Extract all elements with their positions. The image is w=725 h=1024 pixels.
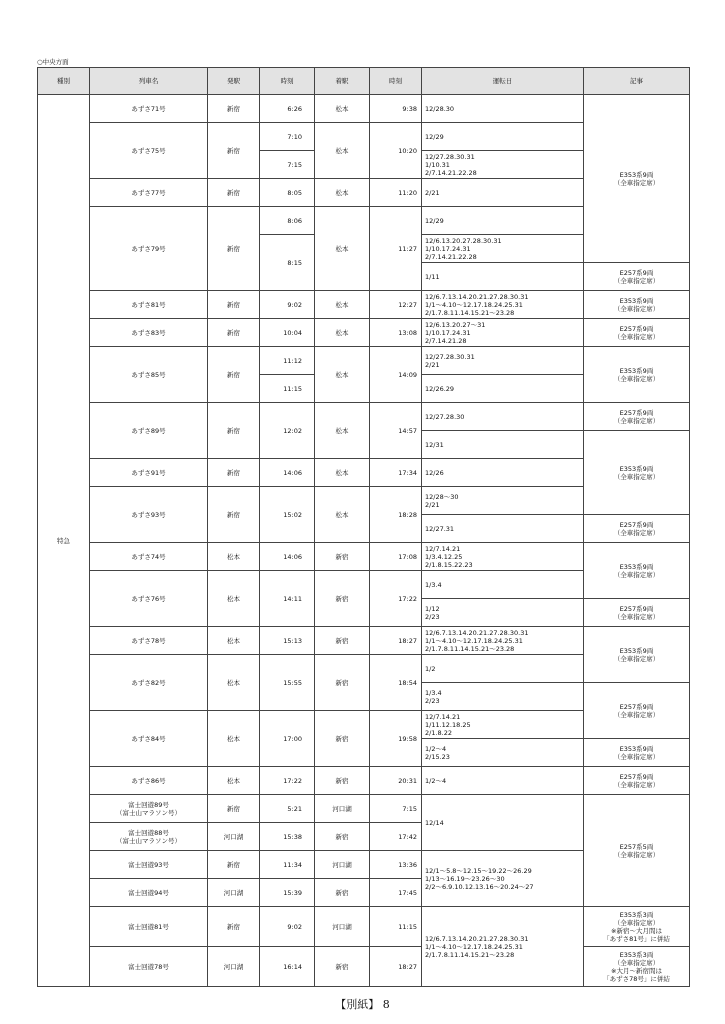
from-station: 新宿 xyxy=(208,459,260,487)
dep-time: 14:06 xyxy=(260,459,315,487)
header-arr: 時刻 xyxy=(370,68,422,95)
from-station: 新宿 xyxy=(208,795,260,823)
to-station: 新宿 xyxy=(315,767,370,795)
to-station: 松本 xyxy=(315,179,370,207)
train-name: あずさ75号 xyxy=(90,123,208,179)
train-name: あずさ89号 xyxy=(90,403,208,459)
page-footer: 【別紙】 8 xyxy=(335,998,390,1011)
note-cell: E353系3両 （全車指定席） ※新宿～大月間は 「あずさ81号」に併結 xyxy=(584,907,690,947)
train-name: 富士回遊89号 （富士山マラソン号） xyxy=(90,795,208,823)
arr-time: 13:08 xyxy=(370,319,422,347)
train-name: あずさ74号 xyxy=(90,543,208,571)
to-station: 松本 xyxy=(315,459,370,487)
days-cell: 12/6.7.13.14.20.21.27.28.30.31 1/1～4.10～12.17.18.24.25.31 2/1.7.8.11.14.15.21～23.28 xyxy=(422,627,584,655)
train-name: あずさ85号 xyxy=(90,347,208,403)
arr-time: 12:27 xyxy=(370,291,422,319)
days-cell: 12/27.28.30.31 2/21 xyxy=(422,347,584,375)
arr-time: 10:20 xyxy=(370,123,422,179)
to-station: 河口湖 xyxy=(315,851,370,879)
days-cell: 1/11 xyxy=(422,263,584,291)
train-name: あずさ84号 xyxy=(90,711,208,767)
to-station: 新宿 xyxy=(315,571,370,627)
note-cell: E257系9両 （全車指定席） xyxy=(584,403,690,431)
days-cell: 12/29 xyxy=(422,207,584,235)
dep-time: 11:12 xyxy=(260,347,315,375)
days-cell: 12/29 xyxy=(422,123,584,151)
note-cell: E353系9両 （全車指定席） xyxy=(584,543,690,599)
to-station: 河口湖 xyxy=(315,907,370,947)
note-cell: E257系9両 （全車指定席） xyxy=(584,515,690,543)
days-cell: 12/6.7.13.14.20.21.27.28.30.31 1/1～4.10～12.17.18.24.25.31 2/1.7.8.11.14.15.21～23.28 xyxy=(422,907,584,987)
arr-time: 11:15 xyxy=(370,907,422,947)
to-station: 新宿 xyxy=(315,655,370,711)
from-station: 松本 xyxy=(208,655,260,711)
dep-time: 14:06 xyxy=(260,543,315,571)
days-cell: 1/2～4 xyxy=(422,767,584,795)
train-name: 富士回遊78号 xyxy=(90,947,208,987)
to-station: 新宿 xyxy=(315,823,370,851)
to-station: 松本 xyxy=(315,403,370,459)
header-type: 種別 xyxy=(38,68,90,95)
arr-time: 18:54 xyxy=(370,655,422,711)
dep-time: 6:26 xyxy=(260,95,315,123)
dep-time: 8:05 xyxy=(260,179,315,207)
from-station: 松本 xyxy=(208,711,260,767)
to-station: 河口湖 xyxy=(315,795,370,823)
note-cell: E353系9両 （全車指定席） xyxy=(584,347,690,403)
train-name: あずさ78号 xyxy=(90,627,208,655)
arr-time: 18:27 xyxy=(370,627,422,655)
to-station: 新宿 xyxy=(315,879,370,907)
from-station: 新宿 xyxy=(208,319,260,347)
days-cell: 1/2 xyxy=(422,655,584,683)
train-name: あずさ86号 xyxy=(90,767,208,795)
table-row xyxy=(38,907,690,947)
train-name: あずさ82号 xyxy=(90,655,208,711)
from-station: 松本 xyxy=(208,543,260,571)
note-cell: E257系9両 （全車指定席） xyxy=(584,683,690,739)
days-cell: 12/28～30 2/21 xyxy=(422,487,584,515)
from-station: 河口湖 xyxy=(208,879,260,907)
to-station: 新宿 xyxy=(315,947,370,987)
note-cell: E353系9両 （全車指定席） xyxy=(584,627,690,683)
from-station: 松本 xyxy=(208,627,260,655)
dep-time: 8:15 xyxy=(260,235,315,291)
to-station: 松本 xyxy=(315,95,370,123)
days-cell: 12/14 xyxy=(422,795,584,851)
table-row xyxy=(38,767,690,795)
arr-time: 17:34 xyxy=(370,459,422,487)
train-name: あずさ81号 xyxy=(90,291,208,319)
dep-time: 15:02 xyxy=(260,487,315,543)
arr-time: 17:22 xyxy=(370,571,422,627)
to-station: 新宿 xyxy=(315,543,370,571)
arr-time: 17:08 xyxy=(370,543,422,571)
dep-time: 12:02 xyxy=(260,403,315,459)
table-row xyxy=(38,291,690,319)
note-cell: E257系9両 （全車指定席） xyxy=(584,767,690,795)
from-station: 新宿 xyxy=(208,207,260,291)
to-station: 松本 xyxy=(315,123,370,179)
to-station: 松本 xyxy=(315,319,370,347)
table-row xyxy=(38,319,690,347)
dep-time: 17:00 xyxy=(260,711,315,767)
days-cell: 2/21 xyxy=(422,179,584,207)
header-dep: 時刻 xyxy=(260,68,315,95)
table-row xyxy=(38,403,690,431)
note-cell: E353系9両 （全車指定席） xyxy=(584,431,690,515)
dep-time: 9:02 xyxy=(260,291,315,319)
note-cell: E353系9両 （全車指定席） xyxy=(584,739,690,767)
dep-time: 8:06 xyxy=(260,207,315,235)
note-cell: E257系9両 （全車指定席） xyxy=(584,599,690,627)
note-cell: E353系9両 （全車指定席） xyxy=(584,291,690,319)
train-name: あずさ93号 xyxy=(90,487,208,543)
from-station: 新宿 xyxy=(208,347,260,403)
train-name: あずさ83号 xyxy=(90,319,208,347)
from-station: 新宿 xyxy=(208,907,260,947)
table-row xyxy=(38,795,690,823)
arr-time: 19:58 xyxy=(370,711,422,767)
from-station: 新宿 xyxy=(208,179,260,207)
from-station: 新宿 xyxy=(208,95,260,123)
from-station: 河口湖 xyxy=(208,823,260,851)
dep-time: 16:14 xyxy=(260,947,315,987)
table-row xyxy=(38,95,690,123)
train-name: あずさ76号 xyxy=(90,571,208,627)
days-cell: 12/28.30 xyxy=(422,95,584,123)
arr-time: 18:28 xyxy=(370,487,422,543)
table-row xyxy=(38,947,690,987)
train-name: 富士回遊81号 xyxy=(90,907,208,947)
days-cell: 12/31 xyxy=(422,431,584,459)
arr-time: 7:15 xyxy=(370,795,422,823)
train-name: 富士回遊88号 （富士山マラソン号） xyxy=(90,823,208,851)
header-from: 発駅 xyxy=(208,68,260,95)
dep-time: 10:04 xyxy=(260,319,315,347)
to-station: 新宿 xyxy=(315,627,370,655)
days-cell: 1/12 2/23 xyxy=(422,599,584,627)
arr-time: 17:45 xyxy=(370,879,422,907)
table-row xyxy=(38,543,690,571)
arr-time: 20:31 xyxy=(370,767,422,795)
header-train: 列車名 xyxy=(90,68,208,95)
days-cell: 1/3.4 xyxy=(422,571,584,599)
days-cell: 12/27.28.30 xyxy=(422,403,584,431)
train-name: あずさ91号 xyxy=(90,459,208,487)
days-cell: 12/7.14.21 1/11.12.18.25 2/1.8.22 xyxy=(422,711,584,739)
dep-time: 7:15 xyxy=(260,151,315,179)
from-station: 河口湖 xyxy=(208,947,260,987)
note-cell: E353系9両 （全車指定席） xyxy=(584,95,690,263)
arr-time: 11:27 xyxy=(370,207,422,291)
days-cell: 12/26 xyxy=(422,459,584,487)
header-days: 運転日 xyxy=(422,68,584,95)
days-cell: 12/6.13.20.27～31 1/10.17.24.31 2/7.14.21.28 xyxy=(422,319,584,347)
dep-time: 5:21 xyxy=(260,795,315,823)
note-cell: E353系3両 （全車指定席） ※大月～新宿間は 「あずさ78号」に併結 xyxy=(584,947,690,987)
dep-time: 7:10 xyxy=(260,123,315,151)
type-cell: 特急 xyxy=(38,95,90,987)
days-cell: 12/26.29 xyxy=(422,375,584,403)
days-cell: 12/27.31 xyxy=(422,515,584,543)
train-name: あずさ79号 xyxy=(90,207,208,291)
days-cell: 12/7.14.21 1/3.4.12.25 2/1.8.15.22.23 xyxy=(422,543,584,571)
dep-time: 15:38 xyxy=(260,823,315,851)
to-station: 松本 xyxy=(315,487,370,543)
dep-time: 11:15 xyxy=(260,375,315,403)
arr-time: 9:38 xyxy=(370,95,422,123)
arr-time: 18:27 xyxy=(370,947,422,987)
from-station: 松本 xyxy=(208,571,260,627)
from-station: 新宿 xyxy=(208,291,260,319)
train-name: あずさ77号 xyxy=(90,179,208,207)
train-name: 富士回遊93号 xyxy=(90,851,208,879)
days-cell: 12/6.7.13.14.20.21.27.28.30.31 1/1～4.10～12.17.18.24.25.31 2/1.7.8.11.14.15.21～23.28 xyxy=(422,291,584,319)
dep-time: 9:02 xyxy=(260,907,315,947)
header-row xyxy=(38,68,690,95)
header-note: 記事 xyxy=(584,68,690,95)
days-cell: 12/27.28.30.31 1/10.31 2/7.14.21.22.28 xyxy=(422,151,584,179)
header-to: 着駅 xyxy=(315,68,370,95)
table-row xyxy=(38,627,690,655)
arr-time: 17:42 xyxy=(370,823,422,851)
from-station: 新宿 xyxy=(208,123,260,179)
days-cell: 1/3.4 2/23 xyxy=(422,683,584,711)
to-station: 松本 xyxy=(315,347,370,403)
arr-time: 14:57 xyxy=(370,403,422,459)
from-station: 新宿 xyxy=(208,403,260,459)
dep-time: 15:13 xyxy=(260,627,315,655)
note-cell: E257系5両 （全車指定席） xyxy=(584,795,690,907)
dep-time: 17:22 xyxy=(260,767,315,795)
days-cell: 12/1～5.8～12.15～19.22～26.29 1/13～16.19～23.26～30 2/2～6.9.10.12.13.16～20.24～27 xyxy=(422,851,584,907)
section-title: ○中央方面 xyxy=(37,58,69,66)
arr-time: 14:09 xyxy=(370,347,422,403)
arr-time: 13:36 xyxy=(370,851,422,879)
to-station: 松本 xyxy=(315,207,370,291)
train-name: 富士回遊94号 xyxy=(90,879,208,907)
note-cell: E257系9両 （全車指定席） xyxy=(584,263,690,291)
to-station: 松本 xyxy=(315,291,370,319)
from-station: 松本 xyxy=(208,767,260,795)
from-station: 新宿 xyxy=(208,851,260,879)
dep-time: 14:11 xyxy=(260,571,315,627)
train-name: あずさ71号 xyxy=(90,95,208,123)
table-row xyxy=(38,347,690,375)
to-station: 新宿 xyxy=(315,711,370,767)
from-station: 新宿 xyxy=(208,487,260,543)
days-cell: 12/6.13.20.27.28.30.31 1/10.17.24.31 2/7.14.21.22.28 xyxy=(422,235,584,263)
dep-time: 15:55 xyxy=(260,655,315,711)
dep-time: 15:39 xyxy=(260,879,315,907)
days-cell: 1/2～4 2/15.23 xyxy=(422,739,584,767)
timetable xyxy=(37,67,690,987)
note-cell: E257系9両 （全車指定席） xyxy=(584,319,690,347)
dep-time: 11:34 xyxy=(260,851,315,879)
arr-time: 11:20 xyxy=(370,179,422,207)
